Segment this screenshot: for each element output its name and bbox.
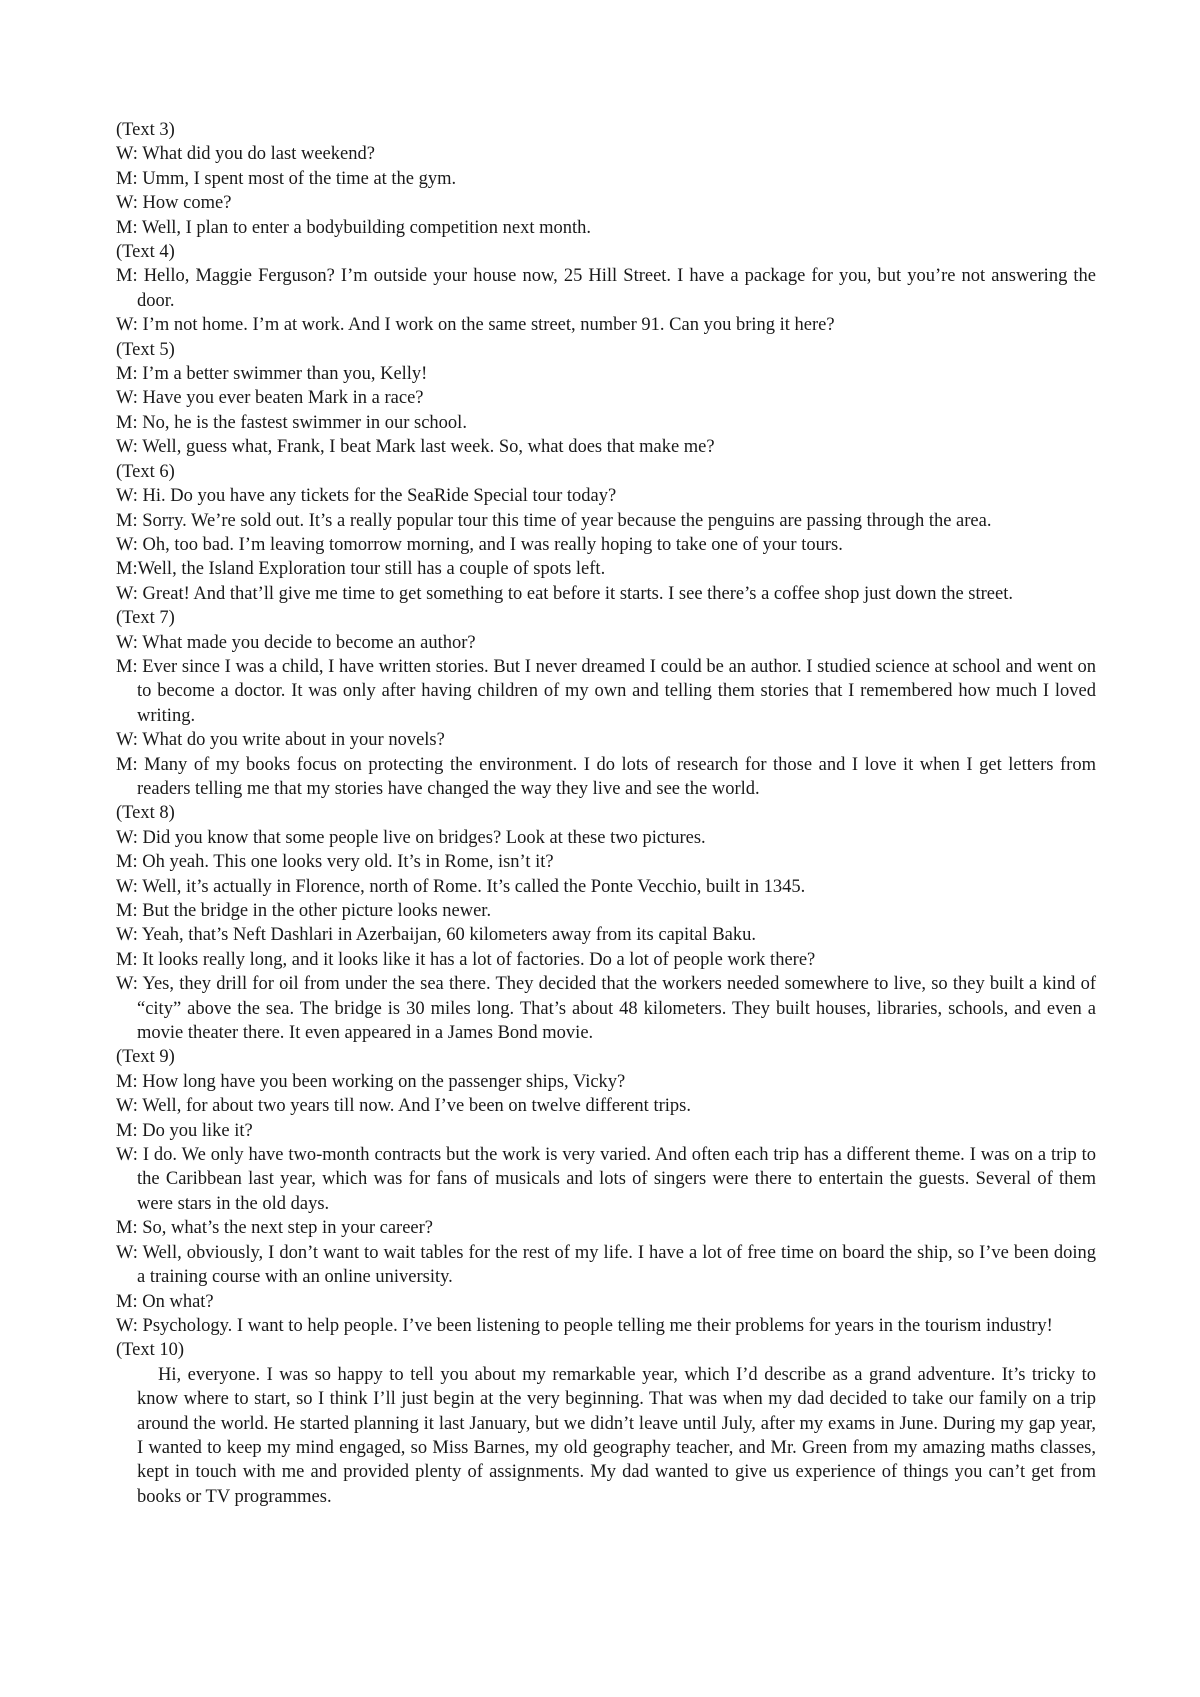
dialogue-line bbox=[116, 167, 1096, 191]
speaker-label: M: bbox=[116, 168, 138, 189]
speaker-label: M: bbox=[116, 412, 138, 433]
utterance-text: Yes, they drill for oil from under the sea there. They decided that the workers needed somewhere to live, so they built a kind of “city” above the sea. The bridge is 30 miles long. That’s about 48 kilometers. They built houses, libraries, schools, and even a movie theater there. It even appeared in a James Bond movie. bbox=[137, 974, 1096, 1044]
monologue-paragraph: Hi, everyone. I was so happy to tell you about my remarkable year, which I’d describe as a grand adventure. It’s tricky to know where to start, so I think I’ll just begin at the very beginning. That was when my dad decided to take our family on a trip around the world. He started planning it last January, but we didn’t leave until July, after my exams in June. During my gap year, I wanted to keep my mind engaged, so Miss Barnes, my old geography teacher, and Mr. Green from my amazing maths classes, kept in touch with me and provided plenty of assignments. My dad wanted to give us experience of things you can’t get from books or TV programmes. bbox=[137, 1364, 1096, 1507]
speaker-label: W: bbox=[116, 388, 138, 409]
speaker-label: M: bbox=[116, 656, 138, 677]
dialogue-line bbox=[116, 386, 1096, 410]
section-heading: (Text 3) bbox=[116, 120, 175, 140]
utterance-text: What did you do last weekend? bbox=[142, 144, 375, 165]
utterance-text: Umm, I spent most of the time at the gym. bbox=[142, 168, 457, 189]
section-heading: (Text 10) bbox=[116, 1340, 185, 1361]
dialogue-line bbox=[116, 1143, 1096, 1216]
utterance-text: Well, I plan to enter a bodybuilding competition next month. bbox=[141, 217, 591, 238]
dialogue-line bbox=[116, 753, 1096, 802]
section-heading: (Text 8) bbox=[116, 803, 175, 824]
dialogue-line bbox=[116, 216, 1096, 240]
speaker-label: W: bbox=[116, 730, 138, 751]
dialogue-line bbox=[116, 313, 1096, 337]
utterance-text: Well, guess what, Frank, I beat Mark last week. So, what does that make me? bbox=[142, 437, 715, 458]
speaker-label: W: bbox=[116, 1096, 138, 1117]
utterance-text: How long have you been working on the passenger ships, Vicky? bbox=[142, 1071, 626, 1092]
dialogue-line bbox=[116, 972, 1096, 1045]
dialogue-line bbox=[116, 923, 1096, 947]
speaker-label: W: bbox=[116, 486, 138, 507]
dialogue-line bbox=[116, 1290, 1096, 1314]
speaker-label: W: bbox=[116, 193, 138, 214]
section-heading: (Text 9) bbox=[116, 1047, 175, 1068]
dialogue-line bbox=[116, 655, 1096, 728]
speaker-label: M: bbox=[116, 754, 138, 775]
dialogue-line bbox=[116, 557, 1096, 581]
utterance-text: I do. We only have two-month contracts but the work is very varied. And often each trip has a different theme. I was on a trip to the Caribbean last year, which was for fans of musicals and lots of singers were there to entertain the guests. Several of them were stars in the old days. bbox=[137, 1145, 1097, 1214]
dialogue-line bbox=[116, 533, 1096, 557]
dialogue-line bbox=[116, 826, 1096, 850]
speaker-label: W: bbox=[116, 1315, 138, 1336]
utterance-text: What made you decide to become an author? bbox=[142, 632, 476, 653]
speaker-label: W: bbox=[116, 534, 138, 555]
dialogue-line bbox=[116, 1094, 1096, 1118]
utterance-text: Well, for about two years till now. And I’ve been on twelve different trips. bbox=[142, 1096, 691, 1117]
speaker-label: W: bbox=[116, 925, 138, 946]
utterance-text: Great! And that’ll give me time to get something to eat before it starts. I see there’s a coffee shop just down the street. bbox=[142, 583, 1013, 604]
dialogue-line bbox=[116, 875, 1096, 899]
utterance-text: Ever since I was a child, I have written stories. But I never dreamed I could be an author. I studied science at school and went on to become a doctor. It was only after having children of my own and telling them stories that I remembered how much I loved writing. bbox=[137, 656, 1097, 726]
utterance-text: Well, obviously, I don’t want to wait tables for the rest of my life. I have a lot of free time on board the ship, so I’ve been doing a training course with an online university. bbox=[137, 1242, 1096, 1288]
speaker-label: M: bbox=[116, 364, 138, 385]
transcript-page bbox=[116, 118, 1096, 1509]
speaker-label: W: bbox=[116, 876, 138, 897]
speaker-label: W: bbox=[116, 437, 138, 458]
dialogue-line bbox=[116, 899, 1096, 923]
utterance-text: Psychology. I want to help people. I’ve been listening to people telling me their problems for years in the tourism industry! bbox=[142, 1315, 1053, 1336]
dialogue-line bbox=[116, 1241, 1096, 1290]
speaker-label: M: bbox=[116, 559, 138, 580]
dialogue-line bbox=[116, 191, 1096, 215]
utterance-text: So, what’s the next step in your career? bbox=[142, 1218, 433, 1239]
dialogue-line bbox=[116, 435, 1096, 459]
utterance-text: No, he is the fastest swimmer in our school. bbox=[142, 412, 467, 433]
speaker-label: M: bbox=[116, 1218, 138, 1239]
utterance-text: I’m a better swimmer than you, Kelly! bbox=[142, 364, 428, 385]
speaker-label: W: bbox=[116, 315, 138, 336]
dialogue-line bbox=[116, 1314, 1096, 1338]
speaker-label: M: bbox=[116, 949, 138, 970]
speaker-label: M: bbox=[116, 1071, 138, 1092]
speaker-label: M: bbox=[116, 1120, 138, 1141]
utterance-text: Yeah, that’s Neft Dashlari in Azerbaijan, 60 kilometers away from its capital Baku. bbox=[141, 925, 756, 946]
dialogue-line bbox=[116, 1070, 1096, 1094]
speaker-label: W: bbox=[116, 632, 138, 653]
utterance-text: It looks really long, and it looks like it has a lot of factories. Do a lot of people work there? bbox=[142, 949, 816, 970]
speaker-label: M: bbox=[116, 266, 138, 287]
utterance-text: Did you know that some people live on bridges? Look at these two pictures. bbox=[142, 827, 706, 848]
utterance-text: How come? bbox=[142, 193, 232, 214]
dialogue-line bbox=[116, 728, 1096, 752]
section-heading: (Text 7) bbox=[116, 608, 175, 629]
dialogue-line bbox=[116, 362, 1096, 386]
utterance-text: Have you ever beaten Mark in a race? bbox=[142, 388, 424, 409]
speaker-label: W: bbox=[116, 974, 138, 995]
dialogue-line bbox=[116, 411, 1096, 435]
dialogue-line bbox=[116, 582, 1096, 606]
speaker-label: W: bbox=[116, 827, 138, 848]
utterance-text: On what? bbox=[142, 1291, 214, 1312]
dialogue-line bbox=[116, 948, 1096, 972]
dialogue-line bbox=[116, 1216, 1096, 1240]
utterance-text: But the bridge in the other picture looks newer. bbox=[142, 901, 492, 921]
speaker-label: M: bbox=[116, 1291, 138, 1312]
utterance-text: Oh, too bad. I’m leaving tomorrow morning, and I was really hoping to take one of your tours. bbox=[142, 534, 843, 555]
utterance-text: Many of my books focus on protecting the environment. I do lots of research for those and I love it when I get letters from readers telling me that my stories have changed the way they live and see the world. bbox=[137, 754, 1096, 799]
section-heading: (Text 5) bbox=[116, 339, 175, 360]
utterance-text: Well, the Island Exploration tour still has a couple of spots left. bbox=[137, 559, 606, 580]
utterance-text: Oh yeah. This one looks very old. It’s in Rome, isn’t it? bbox=[142, 852, 554, 873]
speaker-label: W: bbox=[116, 1242, 138, 1263]
dialogue-line bbox=[116, 509, 1096, 533]
speaker-label: W: bbox=[116, 144, 138, 165]
dialogue-line bbox=[116, 1119, 1096, 1143]
dialogue-line bbox=[116, 264, 1096, 313]
dialogue-line bbox=[116, 484, 1096, 508]
speaker-label: M: bbox=[116, 510, 138, 531]
utterance-text: Do you like it? bbox=[142, 1120, 253, 1141]
utterance-text: What do you write about in your novels? bbox=[142, 730, 445, 751]
speaker-label: M: bbox=[116, 901, 138, 921]
utterance-text: Well, it’s actually in Florence, north of Rome. It’s called the Ponte Vecchio, built in 1345. bbox=[142, 876, 806, 897]
speaker-label: M: bbox=[116, 217, 138, 238]
speaker-label: M: bbox=[116, 852, 138, 873]
dialogue-line bbox=[116, 142, 1096, 166]
dialogue-line bbox=[116, 631, 1096, 655]
utterance-text: Sorry. We’re sold out. It’s a really popular tour this time of year because the penguins are passing through the area. bbox=[142, 510, 992, 531]
utterance-text: Hello, Maggie Ferguson? I’m outside your house now, 25 Hill Street. I have a package for you, but you’re not answering the door. bbox=[137, 266, 1097, 311]
utterance-text: I’m not home. I’m at work. And I work on the same street, number 91. Can you bring it here? bbox=[142, 315, 835, 336]
section-heading: (Text 6) bbox=[116, 461, 175, 482]
utterance-text: Hi. Do you have any tickets for the SeaRide Special tour today? bbox=[142, 486, 617, 507]
speaker-label: W: bbox=[116, 583, 138, 604]
speaker-label: W: bbox=[116, 1145, 138, 1166]
section-heading: (Text 4) bbox=[116, 242, 175, 263]
dialogue-line bbox=[116, 850, 1096, 874]
